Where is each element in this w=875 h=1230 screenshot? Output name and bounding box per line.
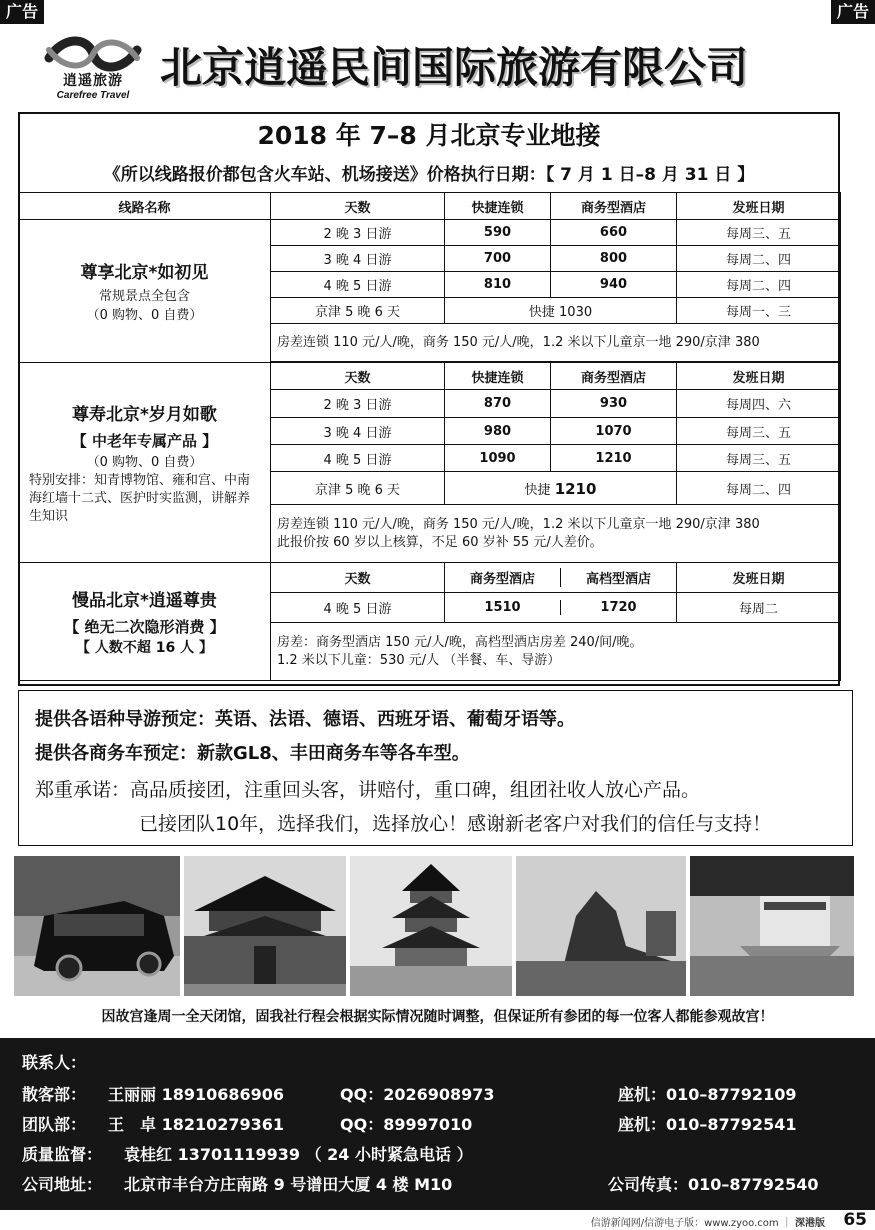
route2-days: 4 晚 5 日游 xyxy=(271,445,445,472)
fax-number: 公司传真：010–87792540 xyxy=(608,1175,819,1194)
price-table xyxy=(18,192,841,681)
service-vehicles: 提供各商务车预定：新款GL8、丰田商务车等各车型。 xyxy=(35,743,470,764)
route2-name-cell xyxy=(19,363,271,563)
company-logo xyxy=(38,34,148,108)
route1-name-cell xyxy=(19,220,271,363)
retail-landline: 座机：010–87792109 xyxy=(618,1085,797,1104)
route2-express: 1090 xyxy=(445,445,551,472)
route2-extra-days: 京津 5 晚 6 天 xyxy=(271,472,445,505)
photo-marble-boat xyxy=(690,856,854,996)
group-name-phone: 王 卓 18210279361 xyxy=(108,1115,285,1134)
photo-temple-of-heaven xyxy=(350,856,512,996)
col-express-header: 快捷连锁 xyxy=(445,193,551,220)
route1-line1: 常规景点全包含 xyxy=(98,288,190,304)
col-route-header: 线路名称 xyxy=(19,193,271,220)
table-header-row xyxy=(19,563,841,593)
route1-business: 660 xyxy=(551,220,677,246)
col-business-header: 商务型酒店 xyxy=(551,193,677,220)
route1-extra-depart: 每周一、三 xyxy=(677,298,841,324)
service-guides: 提供各语种导游预定：英语、法语、德语、西班牙语、葡萄牙语等。 xyxy=(35,709,575,730)
col-express-header: 快捷连锁 xyxy=(445,363,551,390)
route2-tag: 【 中老年专属产品 】 xyxy=(71,431,218,450)
temple-image-icon xyxy=(350,856,512,996)
route2-business: 1070 xyxy=(551,418,677,445)
route1-days: 2 晚 3 日游 xyxy=(271,220,445,246)
route1-express: 700 xyxy=(445,246,551,272)
table-header-row xyxy=(19,193,841,220)
col-business-header: 商务型酒店 xyxy=(445,568,561,587)
retail-name-phone: 王丽丽 18910686906 xyxy=(108,1085,285,1104)
route2-depart: 每周四、六 xyxy=(677,390,841,418)
col-depart-header: 发班日期 xyxy=(677,363,841,390)
van-image-icon xyxy=(14,856,180,996)
route3-depart: 每周二 xyxy=(677,593,841,623)
col-depart-header: 发班日期 xyxy=(677,563,841,593)
col-depart-header: 发班日期 xyxy=(677,193,841,220)
group-label: 团队部： xyxy=(22,1115,87,1134)
logo-cn-text: 逍遥旅游 xyxy=(63,73,123,89)
route2-extra-price-cell xyxy=(445,472,677,505)
route1-extra-price: 快捷 1030 xyxy=(445,298,677,324)
tiananmen-image-icon xyxy=(184,856,346,996)
ad-tag-right: 广告 xyxy=(831,0,875,24)
route2-note2: 此报价按 60 岁以上核算，不足 60 岁补 55 元/人差价。 xyxy=(277,534,603,550)
route1-express: 590 xyxy=(445,220,551,246)
route1-extra-days: 京津 5 晚 6 天 xyxy=(271,298,445,324)
route1-days: 3 晚 4 日游 xyxy=(271,246,445,272)
route1-depart: 每周二、四 xyxy=(677,246,841,272)
contact-section xyxy=(0,1038,875,1210)
footer-site: 信游新闻网/信游电子版：www.zyoo.com xyxy=(590,1218,779,1229)
footer-text: 信游新闻网/信游电子版：www.zyoo.com ｜ 深港版 xyxy=(590,1218,825,1229)
route1-days: 4 晚 5 日游 xyxy=(271,272,445,298)
company-name: 北京逍遥民间国际旅游有限公司 xyxy=(160,43,749,92)
photo-great-wall xyxy=(516,856,686,996)
route2-extra-value: 1210 xyxy=(554,479,597,498)
address-value: 北京市丰台方庄南路 9 号谱田大厦 4 楼 M10 xyxy=(124,1175,453,1194)
route3-note1: 房差：商务型酒店 150 元/人/晚，高档型酒店房差 240/间/晚。 xyxy=(277,634,643,650)
route3-header-pair xyxy=(445,563,677,593)
route3-name: 慢品北京*逍遥尊贵 xyxy=(72,590,217,611)
col-highend-header: 高档型酒店 xyxy=(585,572,651,587)
route2-express: 980 xyxy=(445,418,551,445)
qc-value: 袁桂红 13701119939 （ 24 小时紧急电话 ） xyxy=(124,1145,473,1164)
table-header-row xyxy=(19,363,841,390)
qc-label: 质量监督： xyxy=(22,1145,103,1164)
route2-note1: 房差连锁 110 元/人/晚，商务 150 元/人/晚，1.2 米以下儿童京一地 290/京津 380 xyxy=(277,516,760,532)
route2-depart: 每周三、五 xyxy=(677,445,841,472)
marble-boat-image-icon xyxy=(690,856,854,996)
contact-header: 联系人： xyxy=(22,1053,87,1072)
great-wall-image-icon xyxy=(516,856,686,996)
table-row xyxy=(19,220,841,246)
route2-extra-label: 快捷 xyxy=(524,482,555,498)
retail-qq: QQ：2026908973 xyxy=(340,1085,495,1104)
route2-days: 3 晚 4 日游 xyxy=(271,418,445,445)
page-number: 65 xyxy=(843,1210,867,1230)
group-landline: 座机：010–87792541 xyxy=(618,1115,797,1134)
photo-strip xyxy=(14,856,854,996)
col-days-header: 天数 xyxy=(271,193,445,220)
ad-tag-left: 广告 xyxy=(0,0,44,24)
route1-business: 940 xyxy=(551,272,677,298)
col-days-header: 天数 xyxy=(271,563,445,593)
logo-en-text: Carefree Travel xyxy=(56,90,130,101)
route2-express: 870 xyxy=(445,390,551,418)
photo-van xyxy=(14,856,180,996)
route3-name-cell xyxy=(19,563,271,681)
retail-label: 散客部： xyxy=(22,1085,87,1104)
header xyxy=(0,24,875,110)
route2-depart: 每周三、五 xyxy=(677,418,841,445)
route2-note-cell xyxy=(271,505,841,563)
route2-line2: 特别安排：知青博物馆、雍和宫、中南海红墙十二式、医护时实监测，讲解养生知识 xyxy=(29,472,251,524)
col-days-header: 天数 xyxy=(271,363,445,390)
route1-express: 810 xyxy=(445,272,551,298)
page-title: 2018 年 7–8 月北京专业地接 xyxy=(257,121,601,150)
route3-tag: 【 绝无二次隐形消费 】 xyxy=(64,617,225,636)
address-label: 公司地址： xyxy=(22,1175,103,1194)
footer-edition: 深港版 xyxy=(795,1218,825,1229)
service-experience: 已接团队10年，选择我们，选择放心！感谢新老客户对我们的信任与支持！ xyxy=(139,813,772,835)
route1-business: 800 xyxy=(551,246,677,272)
col-business-header: 商务型酒店 xyxy=(551,363,677,390)
route3-days: 4 晚 5 日游 xyxy=(271,593,445,623)
route1-note: 房差连锁 110 元/人/晚，商务 150 元/人/晚，1.2 米以下儿童京一地 290/京津 380 xyxy=(271,324,841,362)
page-footer xyxy=(0,1210,875,1230)
route2-business: 1210 xyxy=(551,445,677,472)
route3-business: 1510 xyxy=(445,600,561,615)
route2-name: 尊寿北京*岁月如歌 xyxy=(72,404,217,425)
group-qq: QQ：89997010 xyxy=(340,1115,473,1134)
services-box xyxy=(18,690,853,846)
pricing-panel xyxy=(18,112,840,686)
route2-days: 2 晚 3 日游 xyxy=(271,390,445,418)
route1-line2: （0 购物、0 自费） xyxy=(86,307,203,323)
page-subtitle: 《所以线路报价都包含火车站、机场接送》价格执行日期：【 7 月 1 日–8 月 31 日 】 xyxy=(103,165,755,185)
route2-business: 930 xyxy=(551,390,677,418)
route3-price-pair xyxy=(445,593,677,623)
route3-note-cell xyxy=(271,623,841,681)
logo-wave-icon xyxy=(43,34,143,74)
route1-name: 尊享北京*如初见 xyxy=(80,262,209,283)
photo-tiananmen xyxy=(184,856,346,996)
route1-depart: 每周三、五 xyxy=(677,220,841,246)
route3-highend: 1720 xyxy=(600,600,637,615)
route2-line1: （0 购物、0 自费） xyxy=(86,454,203,470)
palace-closure-notice: 因故宫逢周一全天闭馆，固我社行程会根据实际情况随时调整，但保证所有参团的每一位客人都能参观故宫！ xyxy=(101,1009,774,1025)
service-promise: 郑重承诺：高品质接团，注重回头客，讲赔付，重口碑，组团社收人放心产品。 xyxy=(35,779,701,801)
route3-line1: 【 人数不超 16 人 】 xyxy=(76,639,213,656)
route2-extra-depart: 每周二、四 xyxy=(677,472,841,505)
route1-depart: 每周二、四 xyxy=(677,272,841,298)
route3-note2: 1.2 米以下儿童：530 元/人 （半餐、车、导游） xyxy=(277,652,561,668)
